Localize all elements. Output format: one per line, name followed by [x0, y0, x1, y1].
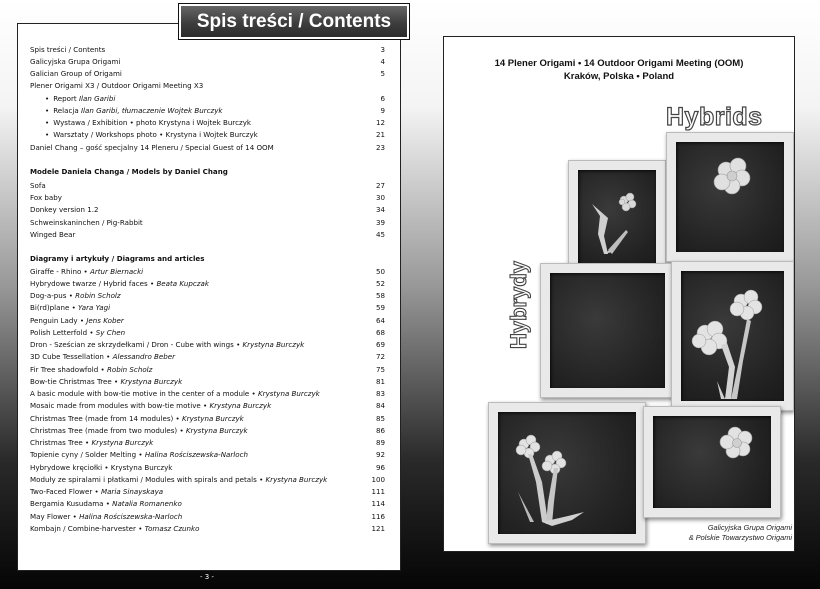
cover-credit [622, 523, 792, 543]
toc-entry[interactable] [30, 375, 385, 387]
toc-entry[interactable] [30, 498, 385, 510]
toc-entry-title: Winged Bear [30, 229, 76, 239]
toc-entry-author: Yara Yagi [78, 303, 111, 313]
toc-entry[interactable] [30, 141, 385, 153]
toc-entry-title: Galicyjska Grupa Origami [30, 56, 121, 66]
toc-entry-title: Moduły ze spiralami i płatkami / Modules with spirals and petals • [30, 474, 266, 484]
hybrydy-heading: Hybrydy [506, 260, 531, 349]
toc-entry[interactable] [30, 192, 385, 204]
toc-entry[interactable] [30, 43, 385, 55]
toc-entry-author: Ilan Garibi, tłumaczenie Wojtek Burczyk [80, 105, 223, 115]
toc-entry-author: Krystyna Burczyk [265, 474, 328, 484]
toc-entry-page: 114 [371, 499, 385, 509]
toc-entry-title: Kombajn / Combine-harvester • [30, 523, 145, 533]
bullet-icon: • [45, 93, 50, 103]
section-heading-daniel-chang: Modele Daniela Changa / Models by Daniel Chang [30, 167, 228, 177]
toc-entry[interactable] [30, 290, 385, 302]
toc-entry-title: Galician Group of Origami [30, 69, 122, 79]
toc-entry-author: Ilan Garibi [78, 93, 116, 103]
toc-subentry[interactable] [30, 129, 385, 141]
toc-entry-page: 85 [375, 413, 385, 423]
toc-subentry[interactable] [30, 117, 385, 129]
toc-entry[interactable] [30, 400, 385, 412]
toc-entry-page: 27 [375, 180, 385, 190]
toc-entry[interactable] [30, 68, 385, 80]
toc-entry-page: 84 [375, 401, 385, 411]
toc-entry-title: Wystawa / Exhibition • photo Krystyna i Wojtek Burczyk [53, 118, 252, 128]
toc-entry-page: 64 [375, 315, 385, 325]
toc-entry-author: Krystyna Burczyk [258, 389, 320, 399]
toc-entry-page: 52 [375, 278, 385, 288]
toc-entry-title: Christmas Tree (made from 14 modules) • [30, 413, 182, 423]
toc-entry[interactable] [30, 510, 385, 522]
toc-entry-author: Beata Kupczak [156, 278, 209, 288]
toc-entry[interactable] [30, 339, 385, 351]
toc-entry-page: 83 [375, 389, 385, 399]
toc-entry-author: Halina Rościszewska-Narloch [144, 450, 248, 460]
toc-entry-page: 6 [380, 93, 385, 103]
toc-entry[interactable] [30, 437, 385, 449]
origami-flower-image [498, 412, 638, 536]
origami-flower-image [578, 170, 658, 270]
toc-entry-title: Donkey version 1.2 [30, 205, 99, 215]
origami-flower-image [676, 142, 786, 254]
toc-entry-author: Jens Kober [86, 315, 124, 325]
toc-entry-page: 9 [380, 105, 385, 115]
toc-entry-title: Report [53, 93, 77, 103]
toc-entry-author: Tomasz Czunko [144, 523, 200, 533]
toc-entry-author: Krystyna Burczyk [91, 438, 154, 448]
section-heading-diagrams: Diagramy i artykuły / Diagrams and articles [30, 254, 205, 264]
toc-entry-title: Fox baby [30, 193, 62, 203]
toc-entry-page: 121 [371, 523, 385, 533]
toc-entry-page: 92 [375, 450, 385, 460]
bullet-icon: • [45, 118, 50, 128]
toc-entry-author: Sy Chen [95, 327, 126, 337]
toc-subentry[interactable] [30, 92, 385, 104]
toc-entry-title: Dron - Sześcian ze skrzydełkami / Dron - Cube with wings • [30, 340, 243, 350]
toc-entry[interactable] [30, 302, 385, 314]
toc-entry-author: Krystyna Burczyk [185, 425, 248, 435]
hybrids-heading: Hybrids [666, 103, 763, 131]
toc-entry-page: 39 [375, 217, 385, 227]
toc-entry-title: May Flower • [30, 511, 80, 521]
toc-entry-page: 23 [375, 142, 385, 152]
toc-entry[interactable] [30, 522, 385, 534]
photo-frame [540, 263, 675, 398]
toc-entry-title: Relacja [53, 105, 79, 115]
toc-entry[interactable] [30, 216, 385, 228]
toc-entry-title: Warsztaty / Workshops photo • Krystyna i Wojtek Burczyk [53, 130, 258, 140]
toc-entry-author: Artur Biernacki [89, 266, 144, 276]
toc-entry-title: Hybrydowe kręciołki • Krystyna Burczyk [30, 462, 173, 472]
event-title-line1: 14 Plener Origami • 14 Outdoor Origami Meeting (OOM) [494, 58, 744, 69]
toc-entry-page: 5 [380, 69, 385, 79]
toc-entry[interactable] [30, 351, 385, 363]
photo-frame [671, 261, 794, 411]
photo-frame [666, 132, 794, 262]
toc-entry-title: Hybrydowe twarze / Hybrid faces • [30, 278, 157, 288]
toc-entry-title: Bi(rd)plane • [30, 303, 79, 313]
toc-entry-author: Krystyna Burczyk [182, 413, 244, 423]
toc-entry-title: Fir Tree shadowfold • [30, 364, 107, 374]
toc-entry[interactable] [30, 424, 385, 436]
toc-entry-page: 4 [380, 56, 385, 66]
toc-entry[interactable] [30, 326, 385, 338]
page-title: Spis treści / Contents [178, 3, 410, 40]
origami-flower-image [681, 271, 786, 403]
toc-entry-page: 30 [375, 193, 385, 203]
toc-entry[interactable] [30, 461, 385, 473]
toc-entry-title: Spis treści / Contents [30, 44, 106, 54]
toc-entry-page: 68 [375, 327, 385, 337]
toc-entry[interactable] [30, 486, 385, 498]
origami-flower-image [653, 416, 773, 510]
toc-entry-title: 3D Cube Tessellation • [30, 352, 113, 362]
toc-entry[interactable] [30, 265, 385, 277]
toc-entry[interactable] [30, 388, 385, 400]
toc-entry[interactable] [30, 179, 385, 191]
toc-entry-page: 86 [375, 425, 385, 435]
toc-entry-author: Alessandro Beber [112, 352, 176, 362]
event-title [444, 57, 794, 83]
toc-entry[interactable] [30, 314, 385, 326]
toc-entry[interactable] [30, 473, 385, 485]
toc-entry-page: 58 [375, 291, 385, 301]
toc-entry-page: 12 [375, 118, 385, 128]
toc-entry[interactable] [30, 363, 385, 375]
toc-entry-title: Giraffe - Rhino • [30, 266, 90, 276]
diagrams-list [30, 265, 385, 535]
toc-entry-title: A basic module with bow-tie motive in the center of a module • [30, 389, 258, 399]
toc-entry-page: 116 [371, 511, 385, 521]
toc-entry-title: Topienie cyny / Solder Melting • [30, 450, 145, 460]
toc-entry[interactable] [30, 412, 385, 424]
toc-entry-author: Natalia Romanenko [112, 499, 182, 509]
toc-entry[interactable] [30, 55, 385, 67]
toc-entry-title: Penguin Lady • [30, 315, 87, 325]
toc-entry-title: Schweinskaninchen / Pig-Rabbit [30, 217, 143, 227]
toc-entry-author: Robin Scholz [75, 291, 121, 301]
toc-entry-title: Polish Letterfold • [30, 327, 96, 337]
toc-entry-page: 72 [375, 352, 385, 362]
credit-line2: & Polskie Towarzystwo Origami [688, 533, 792, 542]
toc-entry[interactable] [30, 449, 385, 461]
toc-entry-page: 50 [375, 266, 385, 276]
toc-entry-author: Halina Rościszewska-Narloch [79, 511, 183, 521]
toc-entry-page: 75 [375, 364, 385, 374]
toc-entry-page: 89 [375, 438, 385, 448]
event-title-line2: Kraków, Polska • Poland [563, 71, 675, 82]
toc-entry-title: Christmas Tree • [30, 438, 92, 448]
cover-page [443, 36, 795, 552]
toc-subentry[interactable] [30, 104, 385, 116]
photo-frame [643, 406, 781, 518]
toc-entry-author: Maria Sinayskaya [100, 487, 164, 497]
toc-entry-title: Plener Origami X3 / Outdoor Origami Meeting X3 [30, 81, 204, 91]
toc-entry-author: Krystyna Burczyk [120, 376, 183, 386]
toc-entry-author: Krystyna Burczyk [242, 340, 305, 350]
toc-entry-page: 3 [380, 44, 385, 54]
credit-line1: Galicyjska Grupa Origami [707, 523, 792, 532]
photo-frame [568, 160, 666, 278]
toc-entry-author: Robin Scholz [106, 364, 153, 374]
toc-entry-page: 100 [371, 474, 385, 484]
toc-entry-page: 111 [371, 487, 385, 497]
toc-entry[interactable] [30, 204, 385, 216]
toc-entry-page: 21 [375, 130, 385, 140]
toc-entry[interactable] [30, 80, 385, 92]
toc-entry-title: Two-Faced Flower • [30, 487, 101, 497]
toc-entry-title: Dog-a-pus • [30, 291, 76, 301]
toc-entry[interactable] [30, 277, 385, 289]
bullet-icon: • [45, 130, 50, 140]
toc-entry-title: Mosaic made from modules with bow-tie motive • [30, 401, 210, 411]
toc-entry-title: Bergamia Kusudama • [30, 499, 113, 509]
toc-entry-page: 69 [375, 340, 385, 350]
table-of-contents [30, 43, 385, 535]
toc-entry[interactable] [30, 228, 385, 240]
toc-entry-page: 45 [375, 229, 385, 239]
bullet-icon: • [45, 105, 50, 115]
toc-entry-page: 59 [375, 303, 385, 313]
toc-entry-title: Bow-tie Christmas Tree • [30, 376, 121, 386]
toc-entry-title: Christmas Tree (made from two modules) • [30, 425, 186, 435]
toc-entry-title: Daniel Chang – gość specjalny 14 Pleneru / Special Guest of 14 OOM [30, 142, 274, 152]
page-number: - 3 - [200, 573, 214, 581]
toc-entry-author: Krystyna Burczyk [209, 401, 272, 411]
toc-entry-page: 81 [375, 376, 385, 386]
toc-entry-title: Sofa [30, 180, 46, 190]
toc-entry-page: 96 [375, 462, 385, 472]
toc-entry-page: 34 [375, 205, 385, 215]
